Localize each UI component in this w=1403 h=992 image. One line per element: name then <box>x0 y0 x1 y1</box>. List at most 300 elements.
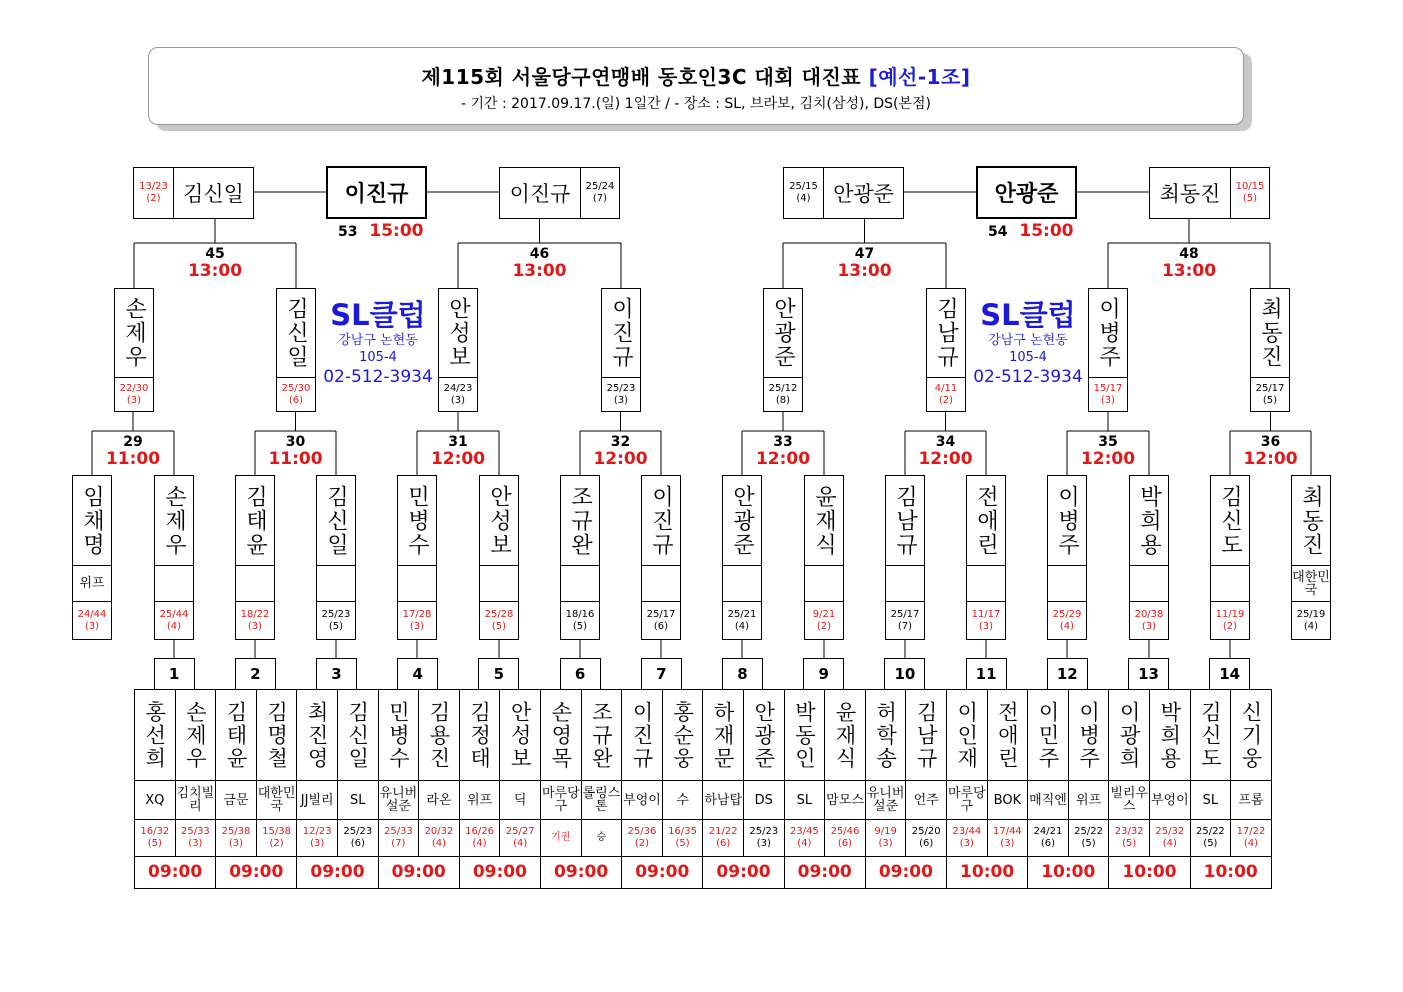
innings-value: (3) <box>1100 394 1116 406</box>
round2-player-name: 안광준 <box>763 288 803 378</box>
game-number: 2 <box>235 658 276 690</box>
match-number: 35 <box>1098 434 1118 450</box>
qual-player-name: 조규완 <box>581 689 623 781</box>
score-value: 25/46 <box>830 826 860 837</box>
innings-value: (3) <box>878 838 893 849</box>
game-number: 11 <box>966 658 1007 690</box>
qual-club: 유니버설준 <box>378 780 420 820</box>
score-value: 25/17 <box>890 608 920 620</box>
score-value: 25/20 <box>911 826 941 837</box>
round1-score <box>641 601 681 640</box>
game-number: 10 <box>884 658 925 690</box>
innings-value: (5) <box>1242 193 1258 204</box>
round1-club <box>966 565 1006 602</box>
match-time: 12:00 <box>593 449 648 469</box>
qual-player-name: 손영목 <box>540 689 582 781</box>
innings-value: (5) <box>147 838 162 849</box>
game-number: 5 <box>478 658 519 690</box>
round1-player-name: 안광준 <box>722 475 762 566</box>
match-time: 13:00 <box>512 261 567 281</box>
match-number: 32 <box>610 434 631 450</box>
round1-score <box>1291 601 1331 640</box>
qual-club: 언주 <box>905 780 947 820</box>
game-time: 09:00 <box>215 856 297 889</box>
match-time: 12:00 <box>1243 449 1298 469</box>
innings-value: (4) <box>1059 620 1075 632</box>
innings-value: (3) <box>978 620 994 632</box>
game-number: 1 <box>154 658 195 690</box>
innings-value: (6) <box>350 838 365 849</box>
score-value: 21/22 <box>708 826 738 837</box>
game-time: 09:00 <box>459 856 541 889</box>
round1-club <box>154 565 194 602</box>
score-value: 24/44 <box>77 608 107 620</box>
round1-player-name: 김태윤 <box>235 475 275 566</box>
innings-value: (6) <box>837 838 853 849</box>
qual-player-name: 하재문 <box>702 689 744 781</box>
innings-value: (2) <box>816 620 832 632</box>
score-value: 25/33 <box>180 826 210 837</box>
round1-player-name: 최동진 <box>1291 475 1331 566</box>
round1-club <box>397 565 437 602</box>
round2-player-name: 손제우 <box>114 288 154 378</box>
game-time: 09:00 <box>540 856 622 889</box>
innings-value: (4) <box>166 620 182 632</box>
round2-score <box>926 377 966 412</box>
game-number: 8 <box>722 658 763 690</box>
qual-score <box>743 819 785 857</box>
qual-club: JJ빌리 <box>296 780 338 820</box>
score-value: 24/21 <box>1033 826 1063 837</box>
match-time: 13:00 <box>837 261 892 281</box>
game-number: 6 <box>560 658 601 690</box>
score-value: 9/21 <box>812 608 836 620</box>
match-label <box>815 246 915 280</box>
innings-value: (3) <box>228 838 244 849</box>
innings-value: (3) <box>450 394 466 406</box>
round1-player-name: 윤재식 <box>804 475 844 566</box>
score-value: 25/23 <box>321 608 351 620</box>
game-time: 10:00 <box>1108 856 1190 889</box>
match-number: 53 <box>338 224 358 240</box>
final-right-name: 이진규 <box>499 167 581 219</box>
qual-player-name: 손제우 <box>175 689 217 781</box>
score-value: 16/26 <box>465 826 494 837</box>
score-value: 11/17 <box>971 608 1001 620</box>
round1-score <box>722 601 762 640</box>
score-value: 22/30 <box>119 382 149 394</box>
score-value: 4/11 <box>934 382 958 394</box>
round2-player-name: 안성보 <box>438 288 478 378</box>
match-time: 15:00 <box>1013 221 1074 241</box>
round1-club <box>885 565 925 602</box>
innings-value: (3) <box>126 394 142 406</box>
final-right-name: 최동진 <box>1149 167 1231 219</box>
round1-club <box>1129 565 1169 602</box>
match-label <box>165 246 265 280</box>
qual-club: 빌리우스 <box>1108 780 1150 820</box>
round1-club: 대한민국 <box>1291 565 1331 602</box>
innings-value: (3) <box>959 838 974 849</box>
qual-club: 위프 <box>1068 780 1110 820</box>
innings-value: (6) <box>288 394 304 406</box>
qual-club: 수 <box>662 780 704 820</box>
qual-player-name: 박희용 <box>1149 689 1191 781</box>
final-right-score <box>1230 167 1270 219</box>
round1-score <box>560 601 600 640</box>
innings-value: (5) <box>1262 394 1278 406</box>
qual-score <box>540 819 582 857</box>
game-number: 3 <box>316 658 357 690</box>
round1-score <box>1129 601 1169 640</box>
qual-score <box>662 819 704 857</box>
match-number: 33 <box>773 434 793 450</box>
qual-score <box>1230 819 1272 857</box>
page-title: 제115회 서울당구연맹배 동호인3C 대회 대진표 [예선-1조] <box>421 65 971 89</box>
round1-club <box>316 565 356 602</box>
qual-score <box>1068 819 1110 857</box>
qual-club: XQ <box>134 780 176 820</box>
club-name: SL클럽 <box>330 298 426 332</box>
round1-club <box>722 565 762 602</box>
score-value: 25/22 <box>1195 826 1225 837</box>
game-number: 12 <box>1047 658 1088 690</box>
qual-player-name: 윤재식 <box>824 689 866 781</box>
innings-value: (4) <box>796 193 811 204</box>
qual-player-name: 이병주 <box>1068 689 1110 781</box>
score-value: 25/17 <box>1255 382 1285 394</box>
club-address-number: 105-4 <box>1009 350 1047 365</box>
score-value: 11/19 <box>1215 608 1245 620</box>
final-winner-name: 안광준 <box>976 166 1077 219</box>
innings-value: (2) <box>938 394 954 406</box>
qual-score <box>702 819 744 857</box>
round1-score <box>316 601 356 640</box>
innings-value: (3) <box>247 620 263 632</box>
final-left-score <box>783 167 824 219</box>
qual-score <box>215 819 257 857</box>
qual-score <box>621 819 663 857</box>
qual-player-name: 홍순웅 <box>662 689 704 781</box>
score-value: 25/29 <box>1052 608 1082 620</box>
match-label <box>490 246 590 280</box>
round1-player-name: 손제우 <box>154 475 194 566</box>
qual-player-name: 민병수 <box>378 689 420 781</box>
round1-score <box>1047 601 1087 640</box>
innings-value: (6) <box>1040 838 1056 849</box>
round1-club <box>641 565 681 602</box>
group-label: [예선-1조] <box>868 65 971 89</box>
match-time: 12:00 <box>755 449 811 469</box>
score-value: 17/22 <box>1236 826 1266 837</box>
qual-club: 매직엔 <box>1027 780 1069 820</box>
score-value: 25/44 <box>159 608 189 620</box>
qual-club: 대한민국 <box>256 780 298 820</box>
qual-score <box>1108 819 1150 857</box>
score-value: 25/23 <box>606 382 636 394</box>
score-value: 25/24 <box>585 181 615 192</box>
qual-player-name: 김신일 <box>337 689 379 781</box>
score-value: 기권 <box>551 832 571 843</box>
match-label <box>408 434 508 468</box>
innings-value: (5) <box>675 838 690 849</box>
club-phone: 02-512-3934 <box>973 367 1083 387</box>
match-label <box>1139 246 1239 280</box>
innings-value: (2) <box>146 193 161 204</box>
qual-score <box>581 819 623 857</box>
qual-score <box>337 819 379 857</box>
qual-player-name: 홍선희 <box>134 689 176 781</box>
qual-score <box>134 819 176 857</box>
innings-value: (2) <box>634 838 650 849</box>
round2-player-name: 김신일 <box>276 288 316 378</box>
final-left-name: 김신일 <box>173 167 254 219</box>
innings-value: (5) <box>1081 838 1096 849</box>
game-time: 10:00 <box>946 856 1028 889</box>
match-label <box>246 434 346 468</box>
score-value: 25/23 <box>343 826 373 837</box>
qual-club: 김치빌리 <box>175 780 217 820</box>
qual-player-name: 김남규 <box>905 689 947 781</box>
club-info <box>966 298 1090 388</box>
qual-score <box>418 819 460 857</box>
qual-score <box>499 819 541 857</box>
round1-club <box>560 565 600 602</box>
match-time: 12:00 <box>918 449 973 469</box>
round1-score <box>885 601 925 640</box>
qual-player-name: 전애린 <box>987 689 1029 781</box>
innings-value: (6) <box>716 838 731 849</box>
qual-player-name: 김정태 <box>459 689 501 781</box>
innings-value: (3) <box>1141 620 1157 632</box>
round1-score <box>397 601 437 640</box>
round1-player-name: 박희용 <box>1129 475 1169 566</box>
game-time: 09:00 <box>134 856 216 889</box>
score-value: 승 <box>596 832 607 843</box>
innings-value: (5) <box>1122 838 1137 849</box>
qual-score <box>987 819 1029 857</box>
score-value: 17/28 <box>402 608 432 620</box>
qual-player-name: 박동인 <box>784 689 826 781</box>
round1-score <box>479 601 519 640</box>
round2-player-name: 이병주 <box>1088 288 1128 378</box>
innings-value: (4) <box>472 838 487 849</box>
qual-club: 유니버설준 <box>865 780 907 820</box>
score-value: 25/22 <box>1074 826 1103 837</box>
match-number: 46 <box>529 246 550 262</box>
innings-value: (3) <box>1000 838 1015 849</box>
round2-score <box>601 377 641 412</box>
round2-player-name: 이진규 <box>601 288 641 378</box>
match-label <box>571 434 671 468</box>
score-value: 25/12 <box>768 382 798 394</box>
score-value: 25/19 <box>1296 608 1326 620</box>
score-value: 25/36 <box>627 826 657 837</box>
match-label <box>1221 434 1321 468</box>
qual-score <box>1190 819 1232 857</box>
score-value: 16/35 <box>668 826 697 837</box>
final-left-name: 안광준 <box>823 167 904 219</box>
score-value: 25/15 <box>789 181 818 192</box>
round1-club <box>804 565 844 602</box>
round1-score <box>1210 601 1250 640</box>
match-number: 48 <box>1179 246 1199 262</box>
qual-club: SL <box>337 780 379 820</box>
round2-score <box>276 377 316 412</box>
qual-player-name: 김태윤 <box>215 689 257 781</box>
match-time: 15:00 <box>363 221 424 241</box>
club-address: 강남구 논현동 <box>988 333 1068 348</box>
round2-score <box>763 377 803 412</box>
match-label <box>733 434 833 468</box>
game-time: 09:00 <box>865 856 947 889</box>
qual-club: 마루당구 <box>946 780 988 820</box>
game-number: 4 <box>397 658 438 690</box>
match-number: 36 <box>1260 434 1281 450</box>
innings-value: (4) <box>797 838 812 849</box>
innings-value: (4) <box>513 838 528 849</box>
qual-club: 부엉이 <box>621 780 663 820</box>
round1-player-name: 이병주 <box>1047 475 1087 566</box>
innings-value: (4) <box>431 838 447 849</box>
innings-value: (3) <box>84 620 100 632</box>
innings-value: (2) <box>269 838 284 849</box>
round1-club <box>1047 565 1087 602</box>
match-time: 13:00 <box>187 261 243 281</box>
score-value: 20/38 <box>1134 608 1164 620</box>
qual-player-name: 이광희 <box>1108 689 1150 781</box>
match-number: 34 <box>935 434 956 450</box>
match-label <box>1058 434 1158 468</box>
match-number: 54 <box>988 224 1008 240</box>
qual-player-name: 김명철 <box>256 689 298 781</box>
innings-value: (5) <box>1203 838 1218 849</box>
innings-value: (3) <box>409 620 425 632</box>
match-number: 45 <box>205 246 225 262</box>
qual-player-name: 안광준 <box>743 689 785 781</box>
score-value: 25/17 <box>646 608 676 620</box>
round1-score <box>804 601 844 640</box>
innings-value: (7) <box>592 193 608 204</box>
score-value: 18/16 <box>565 608 595 620</box>
match-number: 31 <box>448 434 468 450</box>
match-label <box>83 434 183 468</box>
score-value: 25/28 <box>484 608 514 620</box>
game-time: 09:00 <box>702 856 784 889</box>
innings-value: (5) <box>328 620 344 632</box>
final-label <box>338 221 424 241</box>
round1-score <box>72 601 112 640</box>
final-label <box>988 221 1074 241</box>
round1-score <box>966 601 1006 640</box>
innings-value: (4) <box>1303 620 1319 632</box>
score-value: 23/32 <box>1114 826 1144 837</box>
round1-club <box>1210 565 1250 602</box>
club-address-number: 105-4 <box>359 350 397 365</box>
final-winner-name: 이진규 <box>326 166 427 219</box>
innings-value: (5) <box>491 620 507 632</box>
round1-score <box>235 601 275 640</box>
club-name: SL클럽 <box>980 298 1076 332</box>
score-value: 25/38 <box>221 826 251 837</box>
match-time: 11:00 <box>268 449 323 469</box>
club-address: 강남구 논현동 <box>338 333 418 348</box>
qual-player-name: 이인재 <box>946 689 988 781</box>
game-time: 09:00 <box>621 856 703 889</box>
qual-club: 하남탑 <box>702 780 744 820</box>
match-time: 13:00 <box>1161 261 1217 281</box>
qual-player-name: 김신도 <box>1190 689 1232 781</box>
qual-player-name: 신기웅 <box>1230 689 1272 781</box>
game-time: 09:00 <box>296 856 378 889</box>
game-number: 14 <box>1209 658 1250 690</box>
round1-player-name: 김남규 <box>885 475 925 566</box>
qual-club: DS <box>743 780 785 820</box>
score-value: 25/33 <box>383 826 413 837</box>
qual-club: 맘모스 <box>824 780 866 820</box>
innings-value: (3) <box>310 838 325 849</box>
score-value: 20/32 <box>424 826 454 837</box>
qual-club: SL <box>784 780 826 820</box>
innings-value: (8) <box>775 394 791 406</box>
score-value: 15/17 <box>1093 382 1123 394</box>
innings-value: (6) <box>919 838 934 849</box>
game-time: 09:00 <box>378 856 460 889</box>
innings-value: (3) <box>756 838 771 849</box>
qual-score <box>256 819 298 857</box>
round1-player-name: 김신일 <box>316 475 356 566</box>
qual-club: 마루당구 <box>540 780 582 820</box>
qual-score <box>459 819 501 857</box>
innings-value: (3) <box>613 394 629 406</box>
match-number: 29 <box>123 434 143 450</box>
innings-value: (4) <box>734 620 750 632</box>
round2-score <box>114 377 154 412</box>
score-value: 16/32 <box>140 826 170 837</box>
score-value: 24/23 <box>443 382 473 394</box>
game-time: 10:00 <box>1027 856 1109 889</box>
qual-score <box>175 819 217 857</box>
round1-club <box>479 565 519 602</box>
qual-club: SL <box>1190 780 1232 820</box>
score-value: 25/27 <box>505 826 535 837</box>
round1-player-name: 안성보 <box>479 475 519 566</box>
qual-score <box>865 819 907 857</box>
qual-player-name: 김용진 <box>418 689 460 781</box>
game-number: 9 <box>803 658 844 690</box>
round1-player-name: 임채명 <box>72 475 112 566</box>
club-info <box>316 298 440 388</box>
match-time: 11:00 <box>105 449 161 469</box>
score-value: 18/22 <box>240 608 270 620</box>
match-time: 12:00 <box>430 449 486 469</box>
score-value: 9/19 <box>874 826 897 837</box>
qual-club: 프롬 <box>1230 780 1272 820</box>
qual-player-name: 이진규 <box>621 689 663 781</box>
innings-value: (7) <box>897 620 913 632</box>
final-left-score <box>133 167 174 219</box>
qual-player-name: 허학송 <box>865 689 907 781</box>
score-value: 10/15 <box>1235 181 1265 192</box>
qual-score <box>1027 819 1069 857</box>
match-number: 47 <box>854 246 875 262</box>
qual-player-name: 최진영 <box>296 689 338 781</box>
qual-score <box>378 819 420 857</box>
round1-player-name: 조규완 <box>560 475 600 566</box>
round2-player-name: 김남규 <box>926 288 966 378</box>
round1-club <box>235 565 275 602</box>
score-value: 23/44 <box>952 826 982 837</box>
